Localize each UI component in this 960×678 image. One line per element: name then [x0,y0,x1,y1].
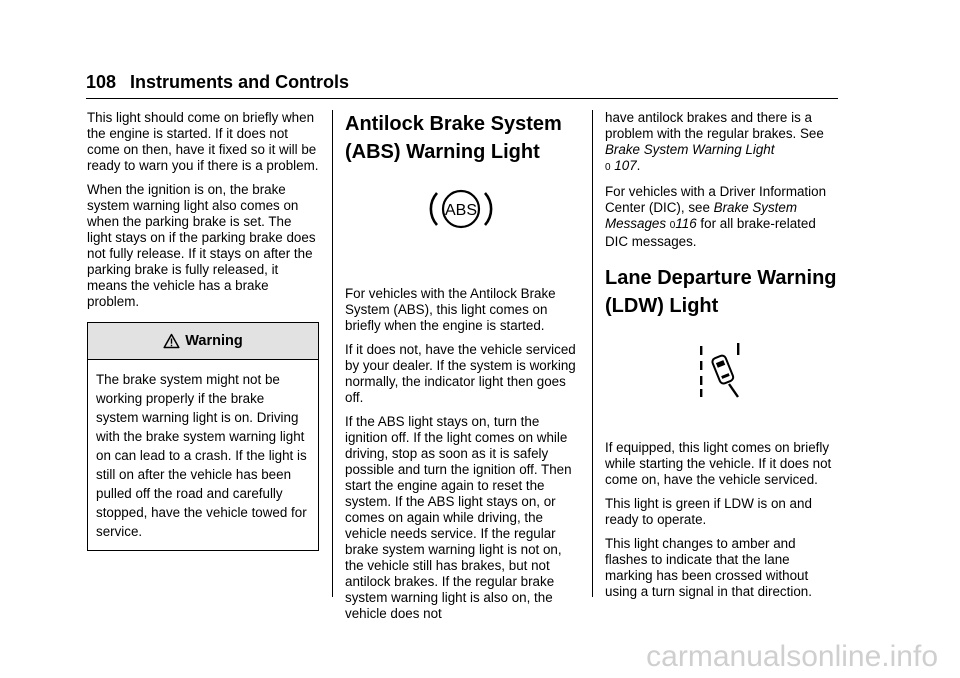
abs-warning-icon [427,186,495,232]
paragraph: This light changes to amber and flashes to indicate that the lane marking has been crossed without using a turn signal in that direction. [605,536,812,599]
page-reference[interactable]: 116 [675,216,697,231]
paragraph: When the ignition is on, the brake system warning light also comes on when the parking brake is set. The light stays on if the parking brake does not fully release. If it stays on after the parking brake is fully released, it means the vehicle has a brake problem. [87,182,316,309]
section-title: Instruments and Controls [130,72,350,92]
column-divider-2 [592,110,593,597]
warning-header [88,323,318,360]
column-2 [345,110,577,630]
page-number: 108 [86,72,117,92]
ldw-heading: Lane Departure Warning (LDW) Light [605,267,837,317]
warning-box [87,322,319,551]
paragraph: If the ABS light stays on, turn the ignition off. If the light comes on while driving, stop as soon as it is safely possible and turn the ignition off. Then start the engine again to reset the system. If the ABS light stays on, or comes on again while driving, the vehicle needs service. If the regular brake system warning light is not on, the vehicle still has brakes, but not antilock brakes. If the regular brake system warning light is also on, the vehicle does not [345,414,572,621]
lane-departure-icon [697,342,745,398]
warning-triangle-icon [163,333,180,349]
paragraph: This light should come on briefly when the engine is started. If it does not come on then, have it fixed so it will be ready to warn you if there is a problem. [87,110,319,173]
column-divider-1 [332,110,333,597]
abs-heading: Antilock Brake System (ABS) Warning Light [345,113,562,163]
column-1 [87,110,319,551]
cross-reference-link[interactable]: Brake System Messages [605,200,798,231]
paragraph: have antilock brakes and there is a problem with the regular brakes. See Brake System Warning Light 0 107. [605,110,824,173]
paragraph: This light is green if LDW is on and ready to operate. [605,496,812,527]
abs-icon-area [345,166,577,268]
column-3 [605,110,837,608]
paragraph: For vehicles with the Antilock Brake System (ABS), this light comes on briefly when the engine is started. [345,286,556,333]
cross-reference-link[interactable]: Brake System Warning Light [605,142,775,157]
warning-label: Warning [185,333,243,349]
page-reference[interactable]: 107 [614,158,637,173]
paragraph: If equipped, this light comes on briefly while starting the vehicle. If it does not come on, have the vehicle serviced. [605,440,832,487]
paragraph: For vehicles with a Driver Information Center (DIC), see Brake System Messages 0116 for all brake-related DIC messages. [605,184,827,249]
header-rule [86,98,838,99]
watermark: carmanualsonline.info [646,640,938,673]
page-ref-arrow-icon: 0 [605,162,611,173]
page-ref-arrow-icon: 0 [669,220,676,231]
page-header [86,72,349,93]
ldw-icon-area [605,320,837,430]
paragraph: If it does not, have the vehicle serviced by your dealer. If the system is working normally, the indicator light then goes off. [345,342,576,405]
abs-icon-label: ABS [444,202,478,219]
warning-text: The brake system might not be working properly if the brake system warning light is on. Driving with the brake system warning light on can lead to a crash. If the light is still on after the vehicle has been pulled off the road and carefully stopped, have the vehicle towed for service. [96,372,307,539]
